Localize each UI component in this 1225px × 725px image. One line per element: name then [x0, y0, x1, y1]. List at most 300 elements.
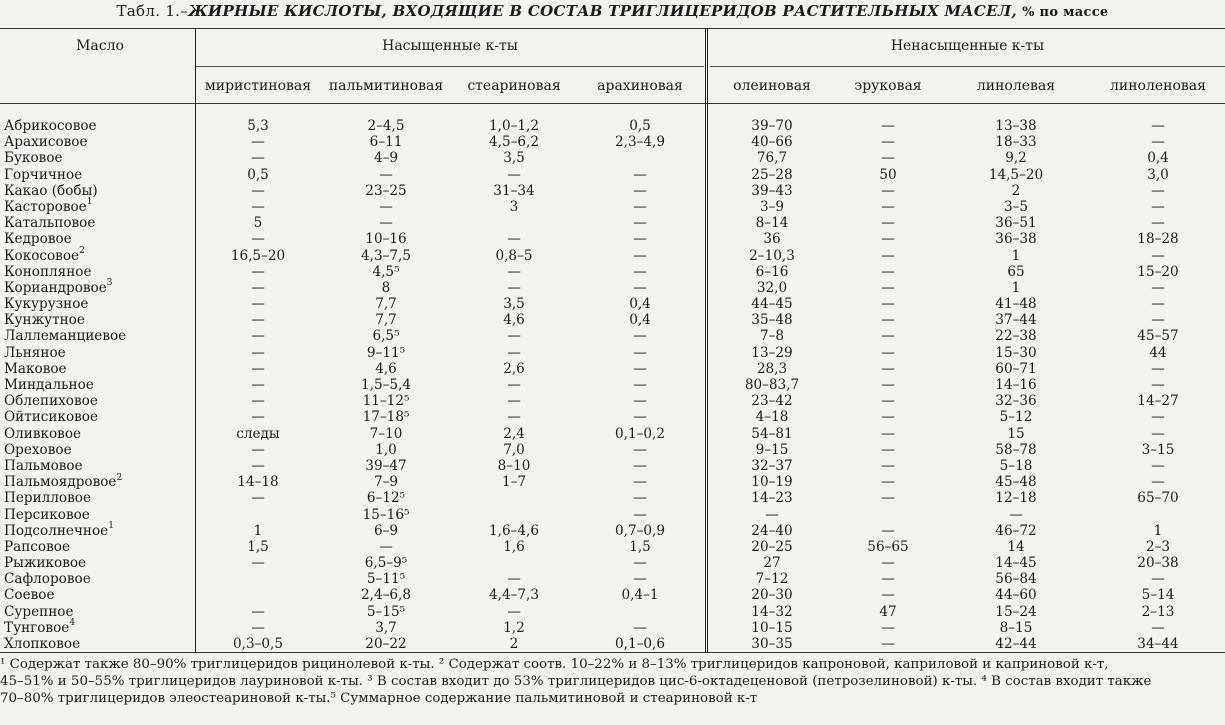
value-cell: — — [881, 457, 895, 474]
oil-name-text: Кокосовое — [4, 247, 80, 264]
value-cell: — — [251, 182, 265, 199]
value-cell: 5–12 — [999, 409, 1033, 426]
value-cell: — — [251, 263, 265, 280]
value-cell: 14,5–20 — [988, 166, 1044, 183]
value-cell: — — [507, 279, 521, 296]
value-cell: 6,5⁵ — [372, 328, 400, 345]
value-cell: 3,7 — [375, 619, 397, 636]
table-row — [0, 280, 1225, 296]
value-cell: — — [633, 474, 647, 491]
value-cell: 4,5⁵ — [372, 263, 400, 280]
col-header-oleic: олеиновая — [733, 78, 811, 94]
value-cell: — — [633, 457, 647, 474]
oil-name-text: Рыжиковое — [4, 555, 87, 572]
value-cell: — — [251, 150, 265, 167]
oil-name-text: Арахисовое — [4, 134, 88, 151]
value-cell: — — [379, 215, 393, 232]
value-cell: 42–44 — [995, 636, 1037, 652]
value-cell: 46–72 — [995, 522, 1037, 539]
oil-name-text: Кедровое — [4, 231, 72, 248]
value-cell: 1,5 — [247, 538, 269, 555]
value-cell: — — [251, 134, 265, 151]
value-cell: — — [1151, 360, 1165, 377]
table-row — [0, 620, 1225, 636]
value-cell: — — [881, 198, 895, 215]
value-cell: 7,0 — [503, 441, 525, 458]
value-cell: — — [881, 522, 895, 539]
value-cell: 10–19 — [751, 474, 793, 491]
value-cell: 5,3 — [247, 118, 269, 134]
value-cell: — — [251, 457, 265, 474]
value-cell: 5–11⁵ — [366, 571, 406, 588]
oil-name — [4, 199, 92, 215]
value-cell: — — [633, 182, 647, 199]
oil-name-text: Льняное — [4, 344, 66, 361]
value-cell: 7–8 — [759, 328, 785, 345]
value-cell: — — [633, 506, 647, 523]
value-cell: — — [251, 555, 265, 572]
footnote-line-1: ¹ Содержат также 80–90% триглицеридов рицинолевой к-ты. ² Содержат соотв. 10–22% и 8–13% триглицеридов капроновой, каприловой и каприновой к-т, — [0, 657, 1109, 672]
value-cell: — — [881, 263, 895, 280]
value-cell: 28,3 — [756, 360, 788, 377]
value-cell: — — [507, 166, 521, 183]
table-title — [0, 2, 1225, 20]
value-cell: — — [881, 360, 895, 377]
value-cell: — — [507, 263, 521, 280]
value-cell: 7–9 — [373, 474, 399, 491]
value-cell: 8–15 — [999, 619, 1033, 636]
oil-name-text: Облепиховое — [4, 393, 98, 410]
value-cell: 32–37 — [751, 457, 793, 474]
value-cell: — — [881, 279, 895, 296]
table-row — [0, 167, 1225, 183]
value-cell: 1,2 — [503, 619, 525, 636]
oil-name — [4, 636, 80, 652]
value-cell: — — [765, 506, 779, 523]
value-cell: 23–42 — [751, 393, 793, 410]
value-cell: 40–66 — [751, 134, 793, 151]
table-row — [0, 361, 1225, 377]
value-cell: 44 — [1149, 344, 1167, 361]
value-cell: — — [881, 344, 895, 361]
oil-name — [4, 118, 97, 134]
value-cell: 5–18 — [999, 457, 1033, 474]
value-cell: — — [251, 360, 265, 377]
value-cell: — — [881, 118, 895, 134]
table-title-prefix: Табл. 1.– — [116, 2, 189, 20]
value-cell: — — [251, 279, 265, 296]
value-cell: 14–27 — [1137, 393, 1179, 410]
header-bottom-rule — [0, 103, 1225, 104]
value-cell: — — [881, 231, 895, 248]
oil-name-text: Ойтисиковое — [4, 409, 99, 426]
col-header-arachidic: арахиновая — [597, 78, 683, 94]
value-cell: 1,6–4,6 — [488, 522, 540, 539]
value-cell: 80–83,7 — [744, 377, 800, 393]
value-cell: 3–9 — [759, 198, 785, 215]
oil-name-text: Конопляное — [4, 263, 92, 280]
value-cell: 3,0 — [1147, 166, 1169, 183]
value-cell: 20–30 — [751, 587, 793, 604]
value-cell: 9–11⁵ — [366, 344, 406, 361]
value-cell: 32–36 — [995, 393, 1037, 410]
value-cell: 41–48 — [995, 296, 1037, 313]
value-cell: 4–18 — [755, 409, 789, 426]
value-cell: — — [881, 555, 895, 572]
oil-column-header: Масло — [76, 38, 124, 54]
value-cell: — — [251, 619, 265, 636]
value-cell: 8–10 — [497, 457, 531, 474]
value-cell: — — [507, 328, 521, 345]
table-row — [0, 490, 1225, 506]
value-cell: 0,1–0,6 — [614, 636, 666, 652]
table-row — [0, 539, 1225, 555]
value-cell: — — [881, 393, 895, 410]
oil-name — [4, 167, 82, 183]
value-cell: 54–81 — [751, 425, 793, 442]
value-cell: — — [633, 409, 647, 426]
value-cell: 30–35 — [751, 636, 793, 652]
value-cell: 22–38 — [995, 328, 1037, 345]
value-cell: 3 — [509, 198, 519, 215]
oil-name-text: Какао (бобы) — [4, 182, 98, 199]
value-cell: — — [251, 198, 265, 215]
table-row — [0, 555, 1225, 571]
value-cell: 16,5–20 — [230, 247, 286, 264]
value-cell: — — [633, 393, 647, 410]
value-cell: — — [507, 231, 521, 248]
value-cell: — — [1151, 279, 1165, 296]
value-cell: 6–16 — [755, 263, 789, 280]
oil-name — [4, 183, 98, 199]
col-header-palmitic: пальмитиновая — [328, 78, 444, 94]
value-cell: 14–32 — [751, 603, 793, 620]
value-cell: — — [1151, 409, 1165, 426]
value-cell: — — [1151, 457, 1165, 474]
footnotes — [0, 653, 1225, 707]
oil-name — [4, 150, 63, 166]
oil-name-text: Кориандровое — [4, 279, 107, 296]
oil-name — [4, 328, 126, 344]
value-cell: — — [633, 215, 647, 232]
value-cell: — — [881, 409, 895, 426]
value-cell: — — [881, 182, 895, 199]
value-cell: 5 — [253, 215, 263, 232]
value-cell: — — [881, 247, 895, 264]
value-cell: 35–48 — [751, 312, 793, 329]
value-cell: 36–38 — [995, 231, 1037, 248]
oil-name — [4, 490, 91, 506]
table-row — [0, 134, 1225, 150]
saturated-header: Насыщенные к-ты — [382, 38, 518, 54]
value-cell: — — [881, 312, 895, 329]
oil-name-text: Сурепное — [4, 603, 74, 620]
table-row — [0, 604, 1225, 620]
value-cell: 14–45 — [995, 555, 1037, 572]
value-cell: — — [881, 377, 895, 393]
table-row — [0, 150, 1225, 166]
value-cell: 20–22 — [365, 636, 407, 652]
value-cell: — — [881, 571, 895, 588]
value-cell: — — [379, 166, 393, 183]
value-cell: 7,7 — [375, 296, 397, 313]
value-cell: 37–44 — [995, 312, 1037, 329]
oil-name — [4, 571, 91, 587]
value-cell: — — [1151, 377, 1165, 393]
oil-footnote-mark: 2 — [116, 472, 123, 483]
unsaturated-group-rule — [710, 66, 1225, 67]
oil-name — [4, 312, 85, 328]
value-cell: 14–23 — [751, 490, 793, 507]
oil-name — [4, 296, 88, 312]
value-cell: 3,5 — [503, 150, 525, 167]
value-cell: 11–12⁵ — [362, 393, 410, 410]
value-cell: 14–16 — [995, 377, 1037, 393]
value-cell: 2,4–6,8 — [360, 587, 412, 604]
value-cell: 1–7 — [501, 474, 527, 491]
value-cell: — — [379, 538, 393, 555]
oil-name-text: Кукурузное — [4, 296, 89, 313]
table-row — [0, 312, 1225, 328]
value-cell: 1,0–1,2 — [488, 118, 540, 134]
oil-name — [4, 231, 72, 247]
col-header-linoleic: линолевая — [976, 78, 1056, 94]
table-row — [0, 215, 1225, 231]
value-cell: — — [633, 263, 647, 280]
value-cell: 7–12 — [755, 571, 789, 588]
table-row — [0, 507, 1225, 523]
oil-name — [4, 215, 95, 231]
oil-name — [4, 474, 122, 490]
oil-name — [4, 264, 92, 280]
value-cell: 47 — [879, 603, 897, 620]
oil-name-text: Сафлоровое — [4, 571, 91, 588]
oil-name-text: Миндальное — [4, 377, 94, 393]
value-cell: 4,4–7,3 — [488, 587, 540, 604]
value-cell: 4,5–6,2 — [488, 134, 540, 151]
value-cell: 4–9 — [373, 150, 399, 167]
value-cell: 44–45 — [751, 296, 793, 313]
value-cell: 6–12⁵ — [366, 490, 406, 507]
value-cell: 2–13 — [1141, 603, 1175, 620]
saturated-group-rule — [196, 66, 704, 67]
oil-name — [4, 555, 86, 571]
table-row — [0, 458, 1225, 474]
value-cell: — — [251, 296, 265, 313]
oil-name — [4, 361, 67, 377]
value-cell: — — [881, 441, 895, 458]
footnote-line-2: 45–51% и 50–55% триглицеридов лауриновой к-ты. ³ В состав входит до 53% триглицеридов цис-6-октадеценовой (петрозелиновой) к-ты. ⁴ В состав входит также — [0, 674, 1152, 689]
table-row — [0, 264, 1225, 280]
value-cell: 3,5 — [503, 296, 525, 313]
value-cell: — — [633, 198, 647, 215]
oil-name-text: Касторовое — [4, 198, 87, 215]
value-cell: 0,5 — [629, 118, 651, 134]
value-cell: 0,3–0,5 — [232, 636, 284, 652]
value-cell: — — [251, 328, 265, 345]
oil-name — [4, 393, 98, 409]
value-cell: 39–43 — [751, 182, 793, 199]
table-row — [0, 442, 1225, 458]
top-rule — [0, 28, 1225, 29]
oil-name-text: Маковое — [4, 360, 67, 377]
value-cell: — — [633, 571, 647, 588]
value-cell: 8 — [381, 279, 391, 296]
value-cell: — — [379, 198, 393, 215]
value-cell: 5–15⁵ — [366, 603, 406, 620]
value-cell: 6–11 — [369, 134, 403, 151]
value-cell: 58–78 — [995, 441, 1037, 458]
oil-name-text: Соевое — [4, 587, 55, 604]
table-row — [0, 474, 1225, 490]
table-row — [0, 296, 1225, 312]
oil-footnote-mark: 2 — [79, 245, 85, 256]
value-cell: 18–33 — [995, 134, 1037, 151]
value-cell: 5–14 — [1141, 587, 1175, 604]
value-cell: — — [881, 425, 895, 442]
oil-footnote-mark: 1 — [86, 197, 93, 208]
value-cell: — — [251, 490, 265, 507]
oil-name — [4, 507, 90, 523]
oil-name-text: Персиковое — [4, 506, 90, 523]
value-cell: — — [633, 166, 647, 183]
value-cell: — — [507, 377, 521, 393]
value-cell: — — [881, 215, 895, 232]
value-cell: — — [633, 377, 647, 393]
value-cell: 13–29 — [751, 344, 793, 361]
value-cell: 2,6 — [503, 360, 525, 377]
value-cell: 0,7–0,9 — [614, 522, 666, 539]
value-cell: — — [507, 603, 521, 620]
oil-name — [4, 458, 83, 474]
value-cell: 39–70 — [751, 118, 793, 134]
value-cell: — — [251, 409, 265, 426]
oil-name-text: Ореховое — [4, 441, 72, 458]
oil-name-text: Хлопковое — [4, 636, 81, 652]
oil-name — [4, 620, 75, 636]
value-cell: — — [251, 377, 265, 393]
value-cell: — — [251, 231, 265, 248]
value-cell: — — [881, 328, 895, 345]
value-cell: 20–25 — [751, 538, 793, 555]
value-cell: 56–84 — [995, 571, 1037, 588]
value-cell: 32,0 — [756, 279, 788, 296]
value-cell: 2,3–4,9 — [614, 134, 666, 151]
value-cell: 1,5 — [629, 538, 651, 555]
oil-name — [4, 523, 114, 539]
value-cell: 2–10,3 — [749, 247, 795, 264]
value-cell: 14 — [1007, 538, 1025, 555]
value-cell: 1 — [253, 522, 263, 539]
value-cell: — — [881, 134, 895, 151]
oil-name-text: Подсолнечное — [4, 522, 109, 539]
value-cell: — — [251, 312, 265, 329]
oil-name — [4, 245, 85, 264]
value-cell: — — [1009, 506, 1023, 523]
value-cell: — — [251, 441, 265, 458]
value-cell: 1 — [1153, 522, 1163, 539]
value-cell: 13–38 — [995, 118, 1037, 134]
value-cell: — — [1151, 571, 1165, 588]
value-cell: 0,4–1 — [621, 587, 659, 604]
value-cell: 15–16⁵ — [362, 506, 410, 523]
value-cell: — — [633, 441, 647, 458]
table-row — [0, 393, 1225, 409]
value-cell: — — [633, 231, 647, 248]
value-cell: 9,2 — [1005, 150, 1027, 167]
table-row — [0, 199, 1225, 215]
value-cell: 15–24 — [995, 603, 1037, 620]
table-title-unit: % по массе — [1022, 5, 1109, 20]
value-cell: — — [507, 393, 521, 410]
oil-name-text: Тунговое — [4, 619, 70, 636]
value-cell: 60–71 — [995, 360, 1037, 377]
value-cell: 65–70 — [1137, 490, 1179, 507]
value-cell: 50 — [879, 166, 897, 183]
col-header-erucic: эруковая — [854, 78, 922, 94]
value-cell: — — [1151, 134, 1165, 151]
value-cell: 2–4,5 — [367, 118, 405, 134]
value-cell: — — [251, 603, 265, 620]
value-cell: 76,7 — [756, 150, 788, 167]
value-cell: 12–18 — [995, 490, 1037, 507]
value-cell: — — [1151, 619, 1165, 636]
value-cell: — — [633, 360, 647, 377]
value-cell: 10–15 — [751, 619, 793, 636]
value-cell: — — [633, 555, 647, 572]
value-cell: 4,6 — [375, 360, 397, 377]
table-row — [0, 345, 1225, 361]
value-cell: — — [881, 150, 895, 167]
value-cell: 2 — [1011, 182, 1021, 199]
oil-name-text: Пальмоядровое — [4, 474, 117, 491]
oil-name — [4, 377, 94, 393]
oil-name — [4, 345, 66, 361]
value-cell: — — [1151, 474, 1165, 491]
value-cell: 1,6 — [503, 538, 525, 555]
table-row — [0, 183, 1225, 199]
table-row — [0, 523, 1225, 539]
value-cell: — — [507, 344, 521, 361]
value-cell: 65 — [1007, 263, 1025, 280]
table-body — [0, 118, 1225, 652]
oil-name-text: Абрикосовое — [4, 118, 97, 134]
value-cell: 15–20 — [1137, 263, 1179, 280]
value-cell: 24–40 — [751, 522, 793, 539]
value-cell: 7,7 — [375, 312, 397, 329]
value-cell: — — [881, 619, 895, 636]
value-cell: — — [507, 409, 521, 426]
value-cell: — — [251, 393, 265, 410]
oil-name — [4, 426, 81, 442]
unsaturated-header: Ненасыщенные к-ты — [890, 38, 1045, 54]
value-cell: 45–57 — [1137, 328, 1179, 345]
value-cell: — — [881, 587, 895, 604]
table-row — [0, 118, 1225, 134]
table-row — [0, 328, 1225, 344]
value-cell: — — [1151, 296, 1165, 313]
value-cell: 1 — [1011, 279, 1021, 296]
table-row — [0, 636, 1225, 652]
oil-name — [4, 539, 70, 555]
oil-footnote-mark: 1 — [108, 521, 114, 532]
value-cell: 7–10 — [369, 425, 403, 442]
value-cell: — — [633, 619, 647, 636]
col-header-linolenic: линоленовая — [1110, 78, 1206, 94]
value-cell: — — [881, 296, 895, 313]
value-cell: — — [1151, 215, 1165, 232]
oil-name-text: Перилловое — [4, 490, 91, 507]
